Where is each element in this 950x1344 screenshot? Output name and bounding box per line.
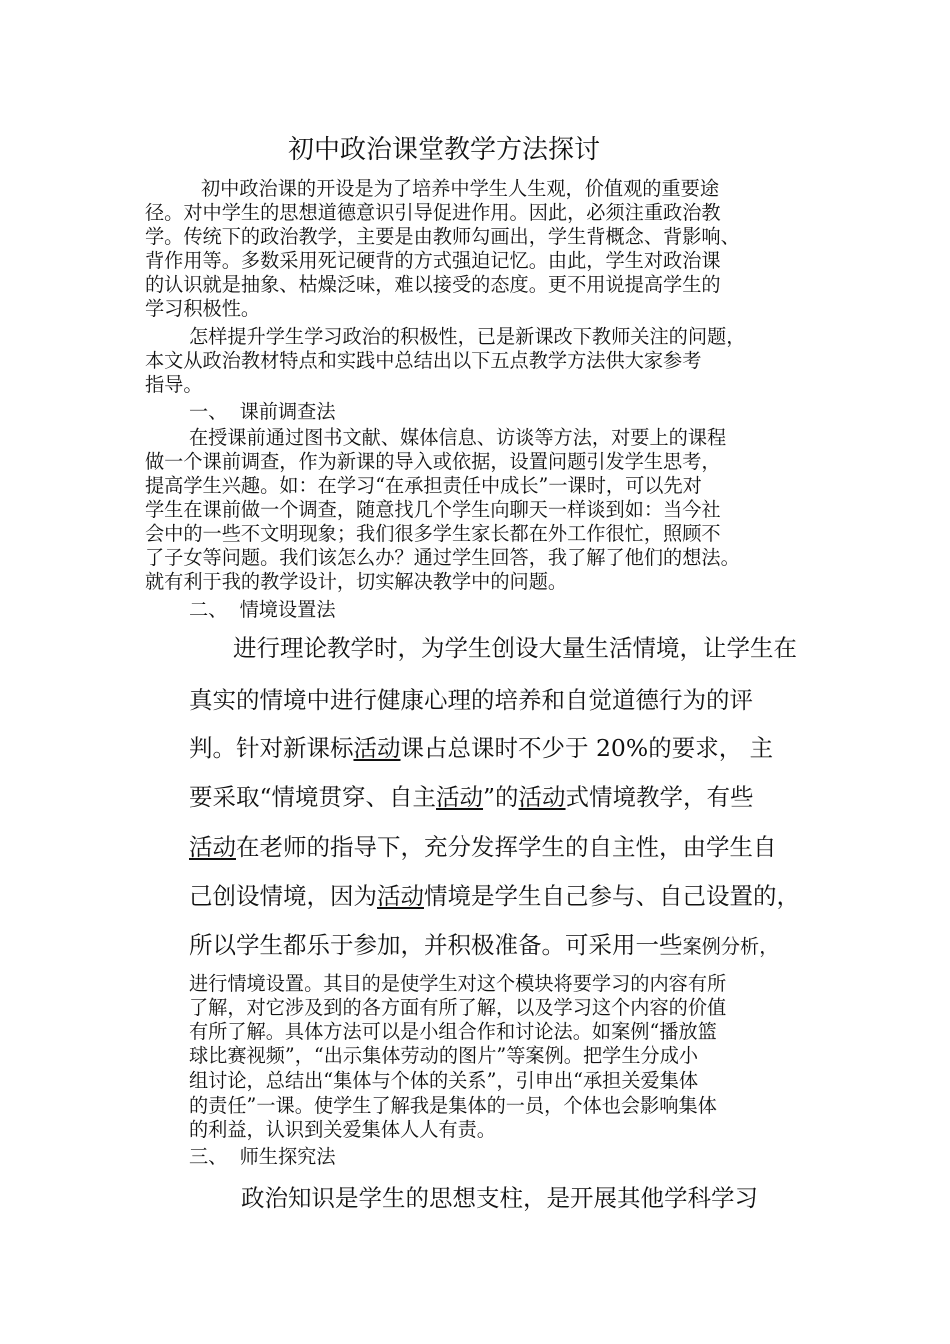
sec2-text: 真实的情境中进行健康心理的培养和自觉道德行为的评 xyxy=(189,686,753,714)
sec3-line-1: 政治知识是学生的思想支柱，是开展其他学科学习 xyxy=(241,1184,758,1212)
intro-line-5: 的认识就是抽象、枯燥泛味，难以接受的态度。更不用说提高学生的 xyxy=(145,273,721,296)
sec2-big-line-2 xyxy=(189,685,753,715)
sec2-big-line-7 xyxy=(189,930,778,962)
sec2-line-1: 进行情境设置。其目的是使学生对这个模块将要学习的内容有所 xyxy=(189,972,727,995)
sec2-line-5: 组讨论，总结出“集体与个体的关系”，引申出“承担关爱集体 xyxy=(189,1069,699,1092)
sec2-line-7: 的利益，认识到关爱集体人人有责。 xyxy=(189,1118,496,1141)
sec1-line-6: 了子女等问题。我们该怎么办？通过学生回答，我了解了他们的想法。 xyxy=(145,546,740,569)
sec2-big-line-5 xyxy=(189,832,777,862)
sec2-big-line-4 xyxy=(189,782,754,812)
sec2-text: 判。针对新课标 xyxy=(189,734,354,762)
sec2-line-3: 有所了解。具体方法可以是小组合作和讨论法。如案例“播放篮 xyxy=(189,1020,717,1043)
page-title: 初中政治课堂教学方法探讨 xyxy=(288,135,601,165)
intro-line-2: 径。对中学生的思想道德意识引导促进作用。因此，必须注重政治教 xyxy=(145,201,721,224)
sec2-big-line-3 xyxy=(189,733,773,763)
intro-line-1: 初中政治课的开设是为了培养中学生人生观，价值观的重要途 xyxy=(201,177,720,200)
sec1-line-1: 在授课前通过图书文献、媒体信息、访谈等方法，对要上的课程 xyxy=(189,426,727,449)
sec2-text: 要采取“情境贯穿、自主 xyxy=(189,783,437,811)
intro-line-3: 学。传统下的政治教学，主要是由教师勾画出，学生背概念、背影响、 xyxy=(145,225,740,248)
section-2-heading: 二、 情境设置法 xyxy=(189,598,336,621)
activity-term-link[interactable]: 活动 xyxy=(436,783,484,811)
sec2-big-line-6 xyxy=(189,881,800,911)
para2-line-2: 本文从政治教材特点和实践中总结出以下五点教学方法供大家参考 xyxy=(145,349,702,372)
activity-term-link[interactable]: 活动 xyxy=(353,734,401,762)
sec2-text: 情境是学生自己参与、自己设置的， xyxy=(424,882,800,910)
para2-line-3: 指导。 xyxy=(145,373,203,396)
intro-line-6: 学习积极性。 xyxy=(145,297,261,320)
sec2-big-line-1 xyxy=(233,633,797,663)
para2-line-1: 怎样提升学生学习政治的积极性，已是新课改下教师关注的问题， xyxy=(189,325,746,348)
sec2-text-small: 案例分析， xyxy=(682,935,779,958)
activity-term-link[interactable]: 活动 xyxy=(518,783,566,811)
sec1-line-5: 会中的一些不文明现象；我们很多学生家长都在外工作很忙，照顾不 xyxy=(145,522,721,545)
sec2-text: 己创设情境，因为 xyxy=(189,882,377,910)
sec2-text: 进行理论教学时，为学生创设大量生活情境，让学生在 xyxy=(233,634,797,662)
sec1-line-3: 提高学生兴趣。如：在学习“在承担责任中成长”一课时，可以先对 xyxy=(145,474,702,497)
sec1-line-7: 就有利于我的教学设计，切实解决教学中的问题。 xyxy=(145,570,568,593)
intro-line-4: 背作用等。多数采用死记硬背的方式强迫记忆。由此，学生对政治课 xyxy=(145,249,721,272)
section-1-heading: 一、 课前调查法 xyxy=(189,400,336,423)
activity-term-link[interactable]: 活动 xyxy=(377,882,424,910)
sec2-text: 课占总课时不少于 20%的要求， 主 xyxy=(400,734,774,762)
section-3-heading: 三、 师生探究法 xyxy=(189,1145,336,1168)
sec2-line-4: 球比赛视频”，“出示集体劳动的图片”等案例。把学生分成小 xyxy=(189,1044,699,1067)
sec2-text: ”的 xyxy=(483,783,519,811)
sec2-line-2: 了解，对它涉及到的各方面有所了解，以及学习这个内容的价值 xyxy=(189,996,727,1019)
sec2-text: 在老师的指导下，充分发挥学生的自主性，由学生自 xyxy=(236,833,777,861)
sec2-line-6: 的责任”一课。使学生了解我是集体的一员，个体也会影响集体 xyxy=(189,1094,717,1117)
sec2-text: 所以学生都乐于参加，并积极准备。可采用一些 xyxy=(189,931,683,959)
sec1-line-2: 做一个课前调查，作为新课的导入或依据，设置问题引发学生思考， xyxy=(145,450,721,473)
activity-term-link[interactable]: 活动 xyxy=(189,833,236,861)
sec1-line-4: 学生在课前做一个调查，随意找几个学生向聊天一样谈到如：当今社 xyxy=(145,498,721,521)
sec2-text: 式情境教学，有些 xyxy=(565,783,754,811)
